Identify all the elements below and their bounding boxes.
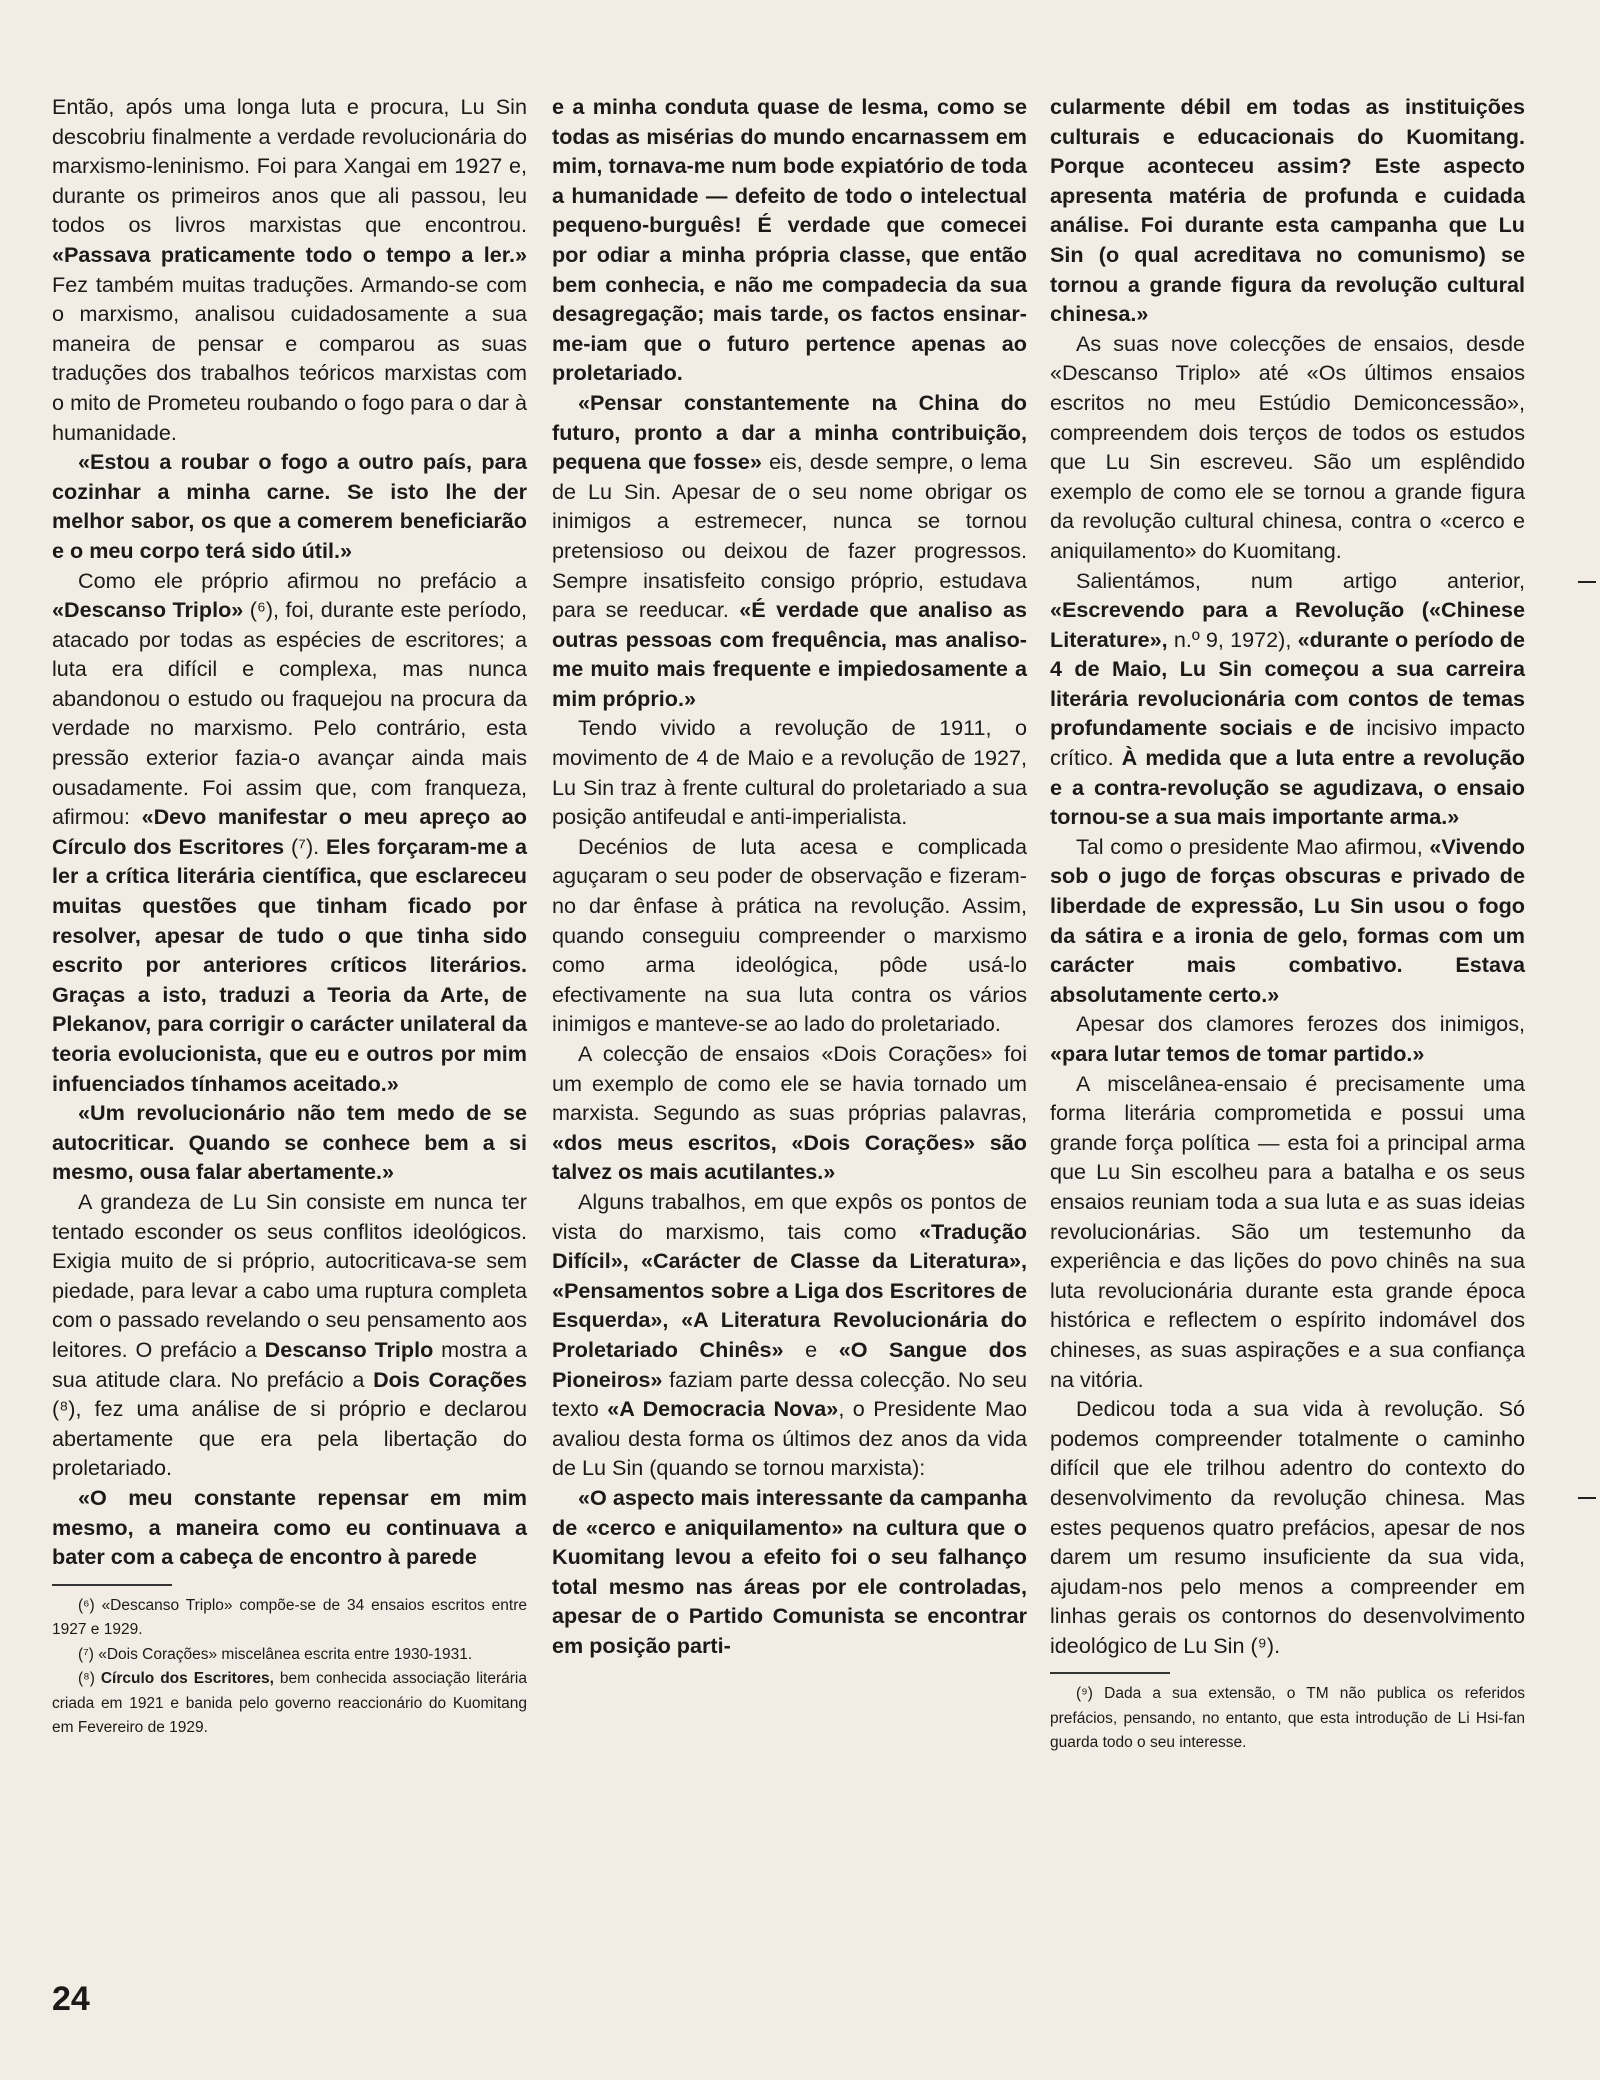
paragraph: «Estou a roubar o fogo a outro país, para cozinhar a minha carne. Se isto lhe der melhor sabor, os que a comerem beneficiarão e o meu corpo terá sido útil.»: [52, 449, 527, 563]
paragraph: Alguns trabalhos, em que expôs os pontos de vista do marxismo, tais como «Tradução Difícil», «Carácter de Classe da Literatura», «Pensamentos sobre a Liga dos Escritores de Esquerda», «A Literatura Revolucionária do Proletariado Chinês» e «O Sangue dos Pioneiros» faziam parte dessa colecção. No seu texto «A Democracia Nova», o Presidente Mao avaliou desta forma os últimos dez anos da vida de Lu Sin (quando se tornou marxista):: [552, 1188, 1027, 1481]
margin-mark: [1578, 1497, 1596, 1499]
column-1: [52, 92, 527, 1741]
footnote-divider: [52, 1584, 172, 1586]
paragraph: Então, após uma longa luta e procura, Lu Sin descobriu finalmente a verdade revolucionária do marxismo-leninismo. Foi para Xangai em 1927 e, durante os primeiros anos que ali passou, leu todos os livros marxistas que encontrou. «Passava praticamente todo o tempo a ler.» Fez também muitas traduções. Armando-se com o marxismo, analisou cuidadosamente a sua maneira de pensar e comparou as suas traduções dos trabalhos teóricos marxistas com o mito de Prometeu roubando o fogo para o dar à humanidade.: [52, 94, 527, 445]
footnote-9: (⁹) Dada a sua extensão, o TM não publica os referidos prefácios, pensando, no entanto, que esta introdução de Li Hsi-fan guarda todo o seu interesse.: [1050, 1685, 1525, 1752]
paragraph: «O meu constante repensar em mim mesmo, a maneira como eu continuava a bater com a cabeça de encontro à parede: [52, 1484, 527, 1570]
footnote-divider: [1050, 1672, 1170, 1674]
paragraph: Dedicou toda a sua vida à revolução. Só podemos compreender totalmente o caminho difícil que ele trilhou adentro do contexto do desenvolvimento da revolução chinesa. Mas estes pequenos quatro prefácios, apesar de nos darem um resumo insuficiente da sua vida, ajudam-nos pelo menos a compreender em linhas gerais os contornos do desenvolvimento ideológico de Lu Sin (⁹).: [1050, 1396, 1525, 1658]
column-3: [1050, 92, 1525, 1756]
footnote-7: (⁷) «Dois Corações» miscelânea escrita entre 1930-1931.: [78, 1645, 473, 1663]
margin-mark: [1578, 581, 1596, 583]
paragraph: A miscelânea-ensaio é precisamente uma forma literária comprometida e possui uma grande força política — esta foi a principal arma que Lu Sin escolheu para a batalha e os seus ensaios reuniam toda a sua luta e as suas ideias revolucionárias. São um testemunho da experiência e das lições do povo chinês na sua luta revolucionária durante esta grande época histórica e reflectem o espírito indomável dos chineses, as suas aspirações e a sua confiança na vitória.: [1050, 1070, 1525, 1392]
footnote-8: (⁸) Círculo dos Escritores, bem conhecida associação literária criada em 1921 e banida pelo governo reaccionário do Kuomitang em Fevereiro de 1929.: [52, 1670, 527, 1737]
paragraph: As suas nove colecções de ensaios, desde «Descanso Triplo» até «Os últimos ensaios escritos no meu Estúdio Demiconcessão», compreendem dois terços de todos os estudos que Lu Sin escreveu. São um esplêndido exemplo de como ele se tornou a grande figura da revolução cultural chinesa, contra o «cerco e aniquilamento» do Kuomitang.: [1050, 330, 1525, 563]
page-number: 24: [52, 1980, 90, 2018]
paragraph: Tendo vivido a revolução de 1911, o movimento de 4 de Maio e a revolução de 1927, Lu Sin traz à frente cultural do proletariado a sua posição antifeudal e anti-imperialista.: [552, 715, 1027, 830]
paragraph: A grandeza de Lu Sin consiste em nunca ter tentado esconder os seus conflitos ideológicos. Exigia muito de si próprio, autocriticava-se sem piedade, para levar a cabo uma ruptura completa com o passado revelando o seu pensamento aos leitores. O prefácio a Descanso Triplo mostra a sua atitude clara. No prefácio a Dois Corações (⁸), fez uma análise de si próprio e declarou abertamente que era pela libertação do proletariado.: [52, 1188, 527, 1481]
paragraph: cularmente débil em todas as instituições culturais e educacionais do Kuomitang. Porque aconteceu assim? Este aspecto apresenta matéria de profunda e cuidada análise. Foi durante esta campanha que Lu Sin (o qual acreditava no comunismo) se tornou a grande figura da revolução cultural chinesa.»: [1050, 94, 1525, 327]
paragraph: «Pensar constantemente na China do futuro, pronto a dar a minha contribuição, pequena que fosse» eis, desde sempre, o lema de Lu Sin. Apesar de o seu nome obrigar os inimigos a estremecer, nunca se tornou pretensioso ou deixou de fazer progressos. Sempre insatisfeito consigo próprio, estudava para se reeducar. «É verdade que analiso as outras pessoas com frequência, mas analiso-me muito mais frequente e impiedosamente a mim próprio.»: [552, 389, 1027, 711]
paragraph: Apesar dos clamores ferozes dos inimigos, «para lutar temos de tomar partido.»: [1050, 1011, 1525, 1066]
paragraph: Decénios de luta acesa e complicada aguçaram o seu poder de observação e fizeram-no dar ênfase à prática na revolução. Assim, quando conseguiu compreender o marxismo como arma ideológica, pôde usá-lo efectivamente na sua luta contra os vários inimigos e manteve-se ao lado do proletariado.: [552, 833, 1027, 1037]
paragraph: A colecção de ensaios «Dois Corações» foi um exemplo de como ele se havia tornado um marxista. Segundo as suas próprias palavras, «dos meus escritos, «Dois Corações» são talvez os mais acutilantes.»: [552, 1041, 1027, 1185]
paragraph: «O aspecto mais interessante da campanha de «cerco e aniquilamento» na cultura que o Kuomitang levou a efeito foi o seu falhanço total mesmo nas áreas por ele controladas, apesar de o Partido Comunista se encontrar em posição parti-: [552, 1484, 1027, 1658]
paragraph: Salientámos, num artigo anterior, «Escrevendo para a Revolução («Chinese Literature», n.º 9, 1972), «durante o período de 4 de Maio, Lu Sin começou a sua carreira literária revolucionária com contos de temas profundamente sociais e de incisivo impacto crítico. À medida que a luta entre a revolução e a contra-revolução se agudizava, o ensaio tornou-se a sua mais importante arma.»: [1050, 567, 1525, 830]
footnote-6: (⁶) «Descanso Triplo» compõe-se de 34 ensaios escritos entre 1927 e 1929.: [52, 1596, 527, 1639]
paragraph: «Um revolucionário não tem medo de se autocriticar. Quando se conhece bem a si mesmo, ousa falar abertamente.»: [52, 1100, 527, 1185]
column-2: [552, 92, 1027, 1660]
paragraph: e a minha conduta quase de lesma, como se todas as misérias do mundo encarnassem em mim, tornava-me num bode expiatório de toda a humanidade — defeito de todo o intelectual pequeno-burguês! É verdade que comecei por odiar a minha própria classe, que então bem conhecia, e não me compadecia da sua desagregação; mais tarde, os factos ensinar-me-iam que o futuro pertence apenas ao proletariado.: [552, 94, 1027, 386]
paragraph: Tal como o presidente Mao afirmou, «Vivendo sob o jugo de forças obscuras e privado de liberdade de expressão, Lu Sin usou o fogo da sátira e a ironia de gelo, formas com um carácter mais combativo. Estava absolutamente certo.»: [1050, 833, 1525, 1007]
paragraph: Como ele próprio afirmou no prefácio a «Descanso Triplo» (⁶), foi, durante este período, atacado por todas as espécies de escritores; a luta era difícil e complexa, mas nunca abandonou o estudo ou fraquejou na procura da verdade no marxismo. Pelo contrário, esta pressão exterior fazia-o avançar ainda mais ousadamente. Foi assim que, com franqueza, afirmou: «Devo manifestar o meu apreço ao Círculo dos Escritores (⁷). Eles forçaram-me a ler a crítica literária científica, que esclareceu muitas questões que tinham ficado por resolver, apesar de tudo o que tinha sido escrito por anteriores críticos literários. Graças a isto, traduzi a Teoria da Arte, de Plekanov, para corrigir o carácter unilateral da teoria evolucionista, que eu e outros por mim infuenciados tínhamos aceitado.»: [52, 567, 528, 1096]
